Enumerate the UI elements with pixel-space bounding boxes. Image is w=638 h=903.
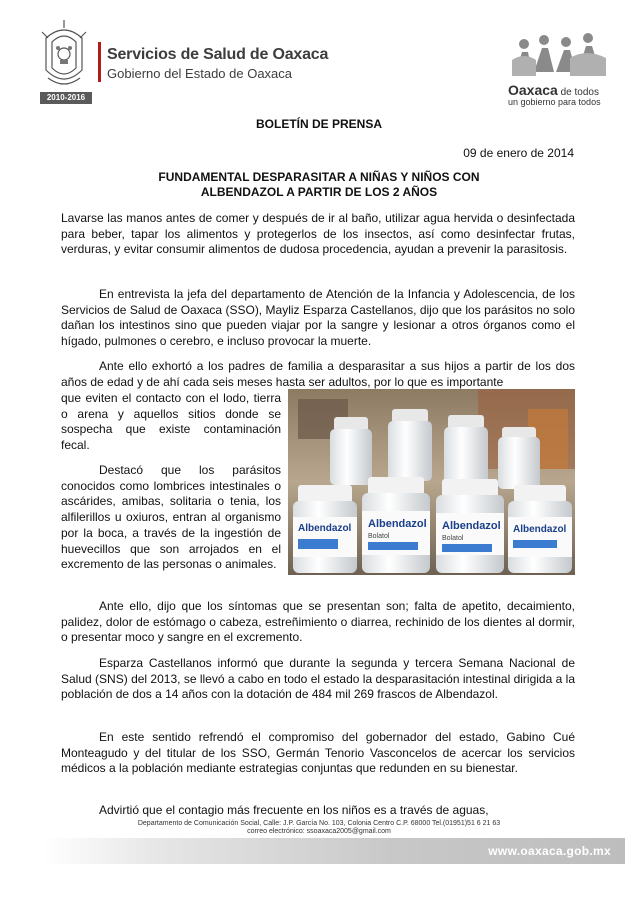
bottle-label-4: Albendazol <box>513 524 567 535</box>
headline <box>100 170 538 200</box>
footer-bar <box>43 838 625 864</box>
header-divider <box>98 42 101 82</box>
oaxaca-de-todos-logo-icon <box>510 30 610 78</box>
right-logo-main: Oaxaca <box>508 82 558 98</box>
right-logo-subtitle: un gobierno para todos <box>508 97 601 107</box>
paragraph-5: Ante ello, dijo que los síntomas que se presentan son; falta de apetito, decaimiento, palidez, dolor de estómago o cabeza, estreñimiento o diarrea, rechinido de los dientes al dormir, o presentar moco y sangre en el excremento. <box>61 599 575 645</box>
bottle-label-1: Albendazol <box>298 523 352 534</box>
paragraph-8: Advirtió que el contagio más frecuente en los niños es a través de aguas, <box>99 803 489 817</box>
paragraph-7: En este sentido refrendó el compromiso del gobernador del estado, Gabino Cué Monteagudo y del titular de los SSO, Germán Tenorio Vasconcelos de acercar los servicios médicos a la población mediante estrategias conjuntas que redunden en su bienestar. <box>61 730 575 776</box>
bottle-label-2: Albendazol <box>368 518 427 530</box>
footer-address: Departamento de Comunicación Social, Calle: J.P. García No. 103, Colonia Centro C.P. 68000 Tel.(01951)51 6 21 63 <box>137 820 501 827</box>
seal-years-badge: 2010-2016 <box>40 92 92 104</box>
headline-line-1: FUNDAMENTAL DESPARASITAR A NIÑAS Y NIÑOS CON <box>158 170 480 184</box>
gov-name: Gobierno del Estado de Oaxaca <box>107 66 293 81</box>
right-logo-suffix: de todos <box>557 87 599 98</box>
bottle-sub-3: Bolatol <box>442 535 464 542</box>
state-seal-icon <box>38 18 90 96</box>
bottle-sub-2: Bolatol <box>368 533 390 540</box>
headline-line-2: ALBENDAZOL A PARTIR DE LOS 2 AÑOS <box>200 185 438 199</box>
paragraph-6: Esparza Castellanos informó que durante la segunda y tercera Semana Nacional de Salud (SNS) del 2013, se llevó a cabo en todo el estado la desparasitación intestinal dirigida a la población de dos a 14 años con la dotación de 484 mil 269 frascos de Albendazol. <box>61 656 575 702</box>
paragraph-4: Destacó que los parásitos conocidos como lombrices intestinales o ascárides, amibas, solitaria o tenia, los alfilerillos u oxiuros, entran al organismo por la boca, a través de la ingestión de huevecillos que son arrojados en el excremento de las personas o animales. <box>61 463 281 572</box>
paragraph-2: En entrevista la jefa del departamento de Atención de la Infancia y Adolescencia, de los Servicios de Salud de Oaxaca (SSO), Mayliz Esparza Castellanos, dijo que los parásitos no solo dañan los intestinos sino que pueden viajar por la sangre y lesionar a otros órganos como el hígado, pulmones o cerebro, e incluso provocar la muerte. <box>61 287 575 349</box>
footer-email: correo electrónico: ssoaxaca2005@gmail.com <box>247 828 391 835</box>
right-logo-title <box>508 82 599 98</box>
document-type-label: BOLETÍN DE PRENSA <box>255 117 382 131</box>
bottle-label-3: Albendazol <box>442 520 501 532</box>
org-name: Servicios de Salud de Oaxaca <box>107 46 329 63</box>
footer-url: www.oaxaca.gob.mx <box>488 844 611 858</box>
document-date: 09 de enero de 2014 <box>463 146 574 160</box>
paragraph-3: Ante ello exhortó a los padres de familia a desparasitar a sus hijos a partir de los dos años de edad y de ahí cada seis meses hasta ser adultos, por lo que es importante <box>61 359 575 389</box>
albendazol-bottles-photo <box>288 389 575 575</box>
paragraph-1: Lavarse las manos antes de comer y después de ir al baño, utilizar agua hervida o desinfectada para beber, tapar los alimentos y protegerlos de los insectos, así como desinfectar frutas, verduras, y evitar consumir alimentos de dudosa procedencia, ayudan a prevenir la parasitosis. <box>61 211 575 257</box>
paragraph-3-continued: que eviten el contacto con el lodo, tierra o arena y aquellos sitios donde se sospecha que existe contaminación fecal. <box>61 391 281 453</box>
